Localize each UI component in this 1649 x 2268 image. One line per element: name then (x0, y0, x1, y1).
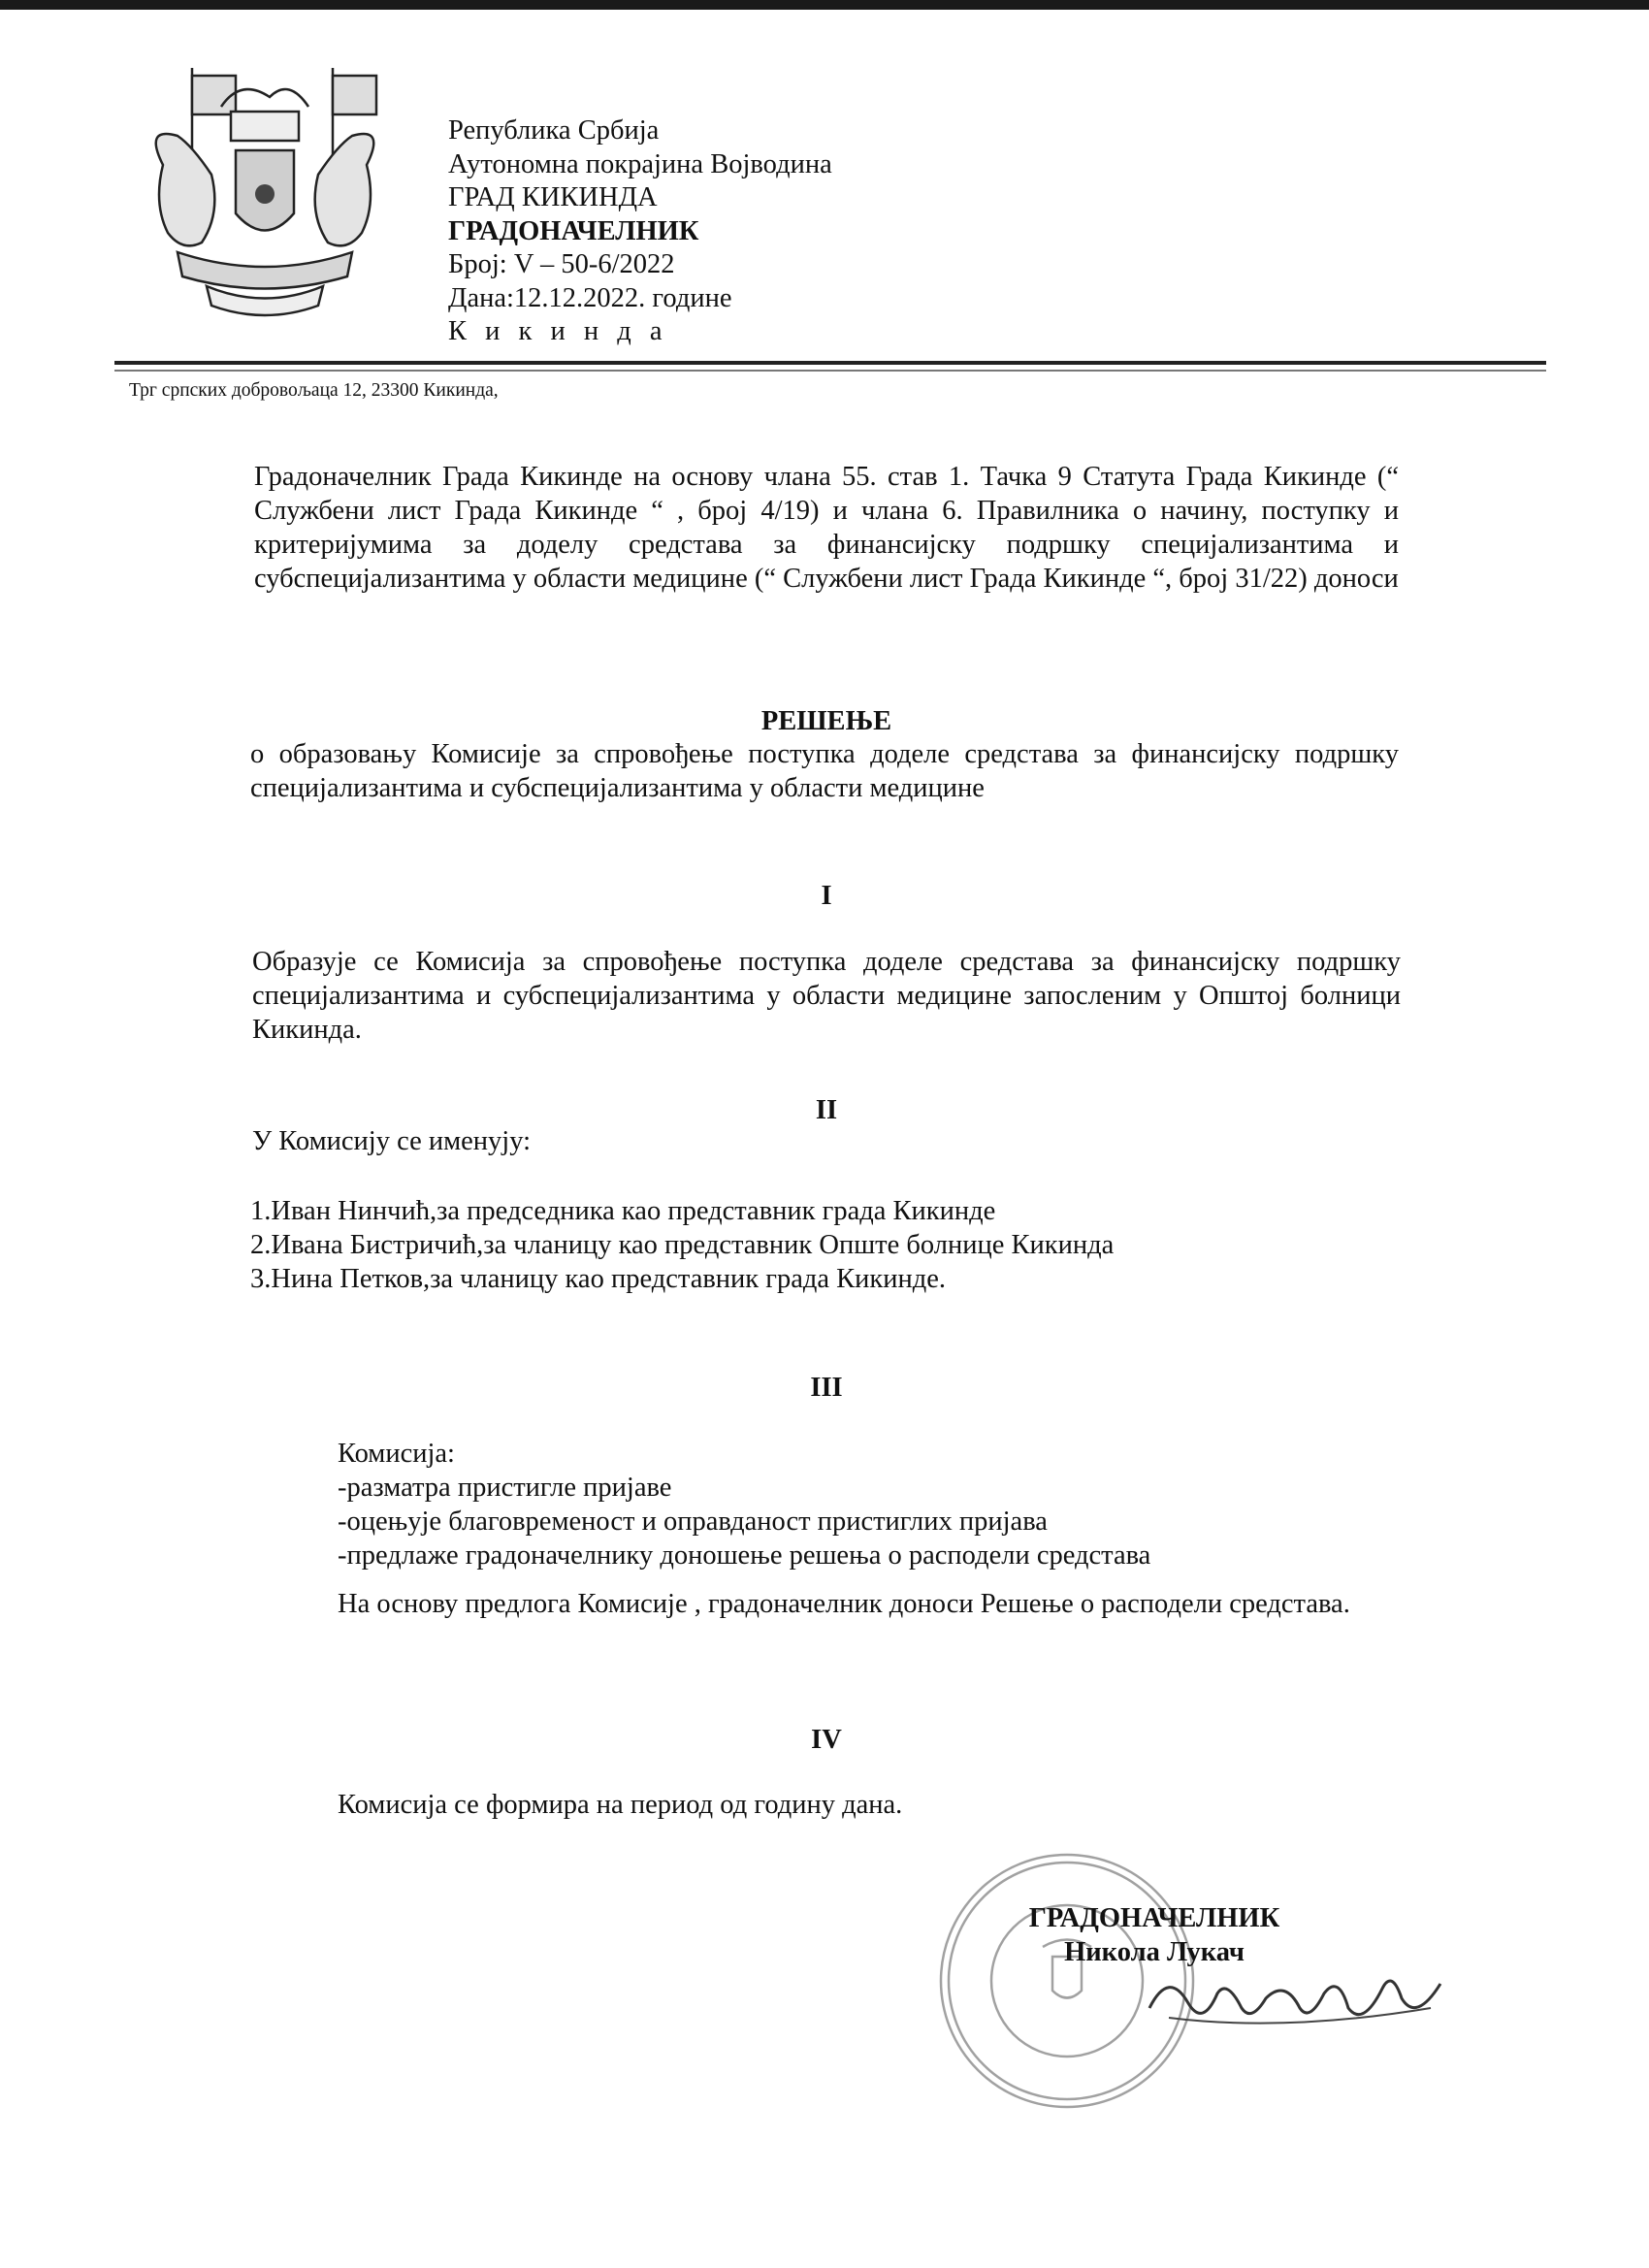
section-3-closing: На основу предлога Комисије , градоначелник доноси Решење о расподели средстава. (338, 1589, 1350, 1619)
preamble-paragraph: Градоначелник Града Кикинде на основу члана 55. став 1. Тачка 9 Статута Града Кикинде (“ Службени лист Града Кикинде “ , број 4/19) и члана 6. Правилника о начину, поступку и критеријумима за доделу средстава за финансијску подршку специјализантима и субспецијализантима у области медицине (“ Службени лист Града Кикинде “, број 31/22) доноси (254, 462, 1399, 594)
header-divider (114, 361, 1546, 365)
section-heading-4: IV (811, 1725, 842, 1755)
scan-edge (0, 0, 1649, 10)
document-number: Број: V – 50-6/2022 (448, 249, 675, 279)
list-item: 2.Ивана Бистричић,за чланицу као представник Опште болнице Кикинда (250, 1230, 1115, 1260)
list-item: -разматра пристигле пријаве (338, 1473, 672, 1503)
list-item: 3.Нина Петков,за чланицу као представник града Кикинде. (250, 1264, 947, 1294)
document-place: К и к и н д а (448, 316, 668, 346)
commission-tasks (338, 1437, 1150, 1572)
section-heading-1: I (821, 881, 832, 911)
header-office: ГРАДОНАЧЕЛНИК (448, 215, 699, 246)
coat-of-arms-icon (124, 58, 405, 340)
tasks-intro: Комисија: (338, 1439, 455, 1469)
signatory-title: ГРАДОНАЧЕЛНИК (1028, 1903, 1280, 1933)
list-item: 1.Иван Нинчић,за председника као представник града Кикинде (250, 1196, 996, 1226)
section-4-text: Комисија се формира на период од годину дана. (338, 1790, 903, 1820)
signatory-name: Никола Лукач (1064, 1937, 1245, 1967)
header-city: ГРАД КИКИНДА (448, 182, 658, 212)
member-list (250, 1194, 1114, 1296)
list-item: -предлаже градоначелнику доношење решења о расподели средстава (338, 1540, 1151, 1571)
office-address: Трг српских добровољаца 12, 23300 Кикинда, (129, 380, 499, 401)
list-item: -оцењује благовременост и оправданост пристиглих пријава (338, 1507, 1048, 1537)
decision-title: РЕШЕЊЕ (760, 706, 892, 736)
header-divider-thin (114, 370, 1546, 372)
section-1-text: Образује се Комисија за спровођење поступка доделе средстава за финансијску подршку специјализантима и субспецијализантима у области медицине запосленим у Општој болници Кикинда. (252, 947, 1401, 1045)
decision-subtitle: о образовању Комисије за спровођење поступка доделе средстава за финансијску подршку специјализантима и субспецијализантима у области медицине (250, 739, 1399, 803)
section-heading-3: III (810, 1373, 843, 1403)
issuer-header (448, 114, 832, 349)
section-2-intro: У Комисију се именују: (252, 1126, 532, 1156)
header-country: Република Србија (448, 115, 660, 146)
section-heading-2: II (815, 1095, 838, 1125)
header-province: Аутономна покрајина Војводина (448, 148, 832, 179)
signature-block (999, 1901, 1310, 1969)
document-date: Дана:12.12.2022. године (448, 282, 732, 313)
